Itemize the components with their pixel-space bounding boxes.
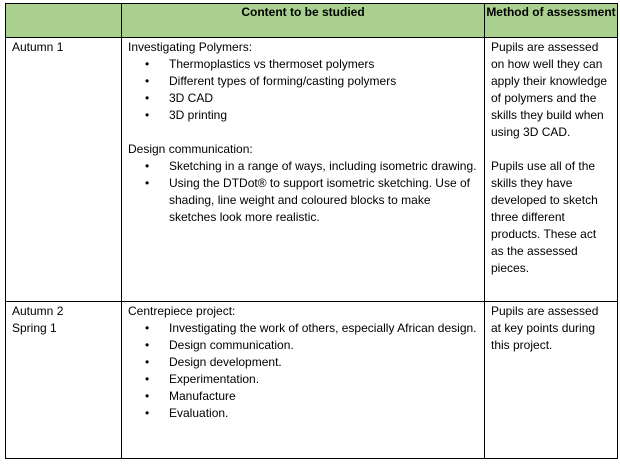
topic-list [128,320,478,422]
term-label: Autumn 1 [12,40,64,54]
term-cell [6,302,122,459]
list-item: • Design communication. [169,337,478,354]
list-item: • Investigating the work of others, especially African design. [169,320,478,337]
assessment-text: Pupils use all of the skills they have developed to sketch three different products. These act as the assessed pieces. [491,159,598,275]
table-row [6,38,618,302]
content-cell [122,302,485,459]
curriculum-table [5,3,618,459]
list-item: • Manufacture [169,388,478,405]
list-item: • Thermoplastics vs thermoset polymers [169,56,478,73]
list-item: • Sketching in a range of ways, including isometric drawing. [169,158,478,175]
list-item: • 3D CAD [169,90,478,107]
list-item: • Using the DTDot® to support isometric sketching. Use of shading, line weight and coloured blocks to make sketches look more realistic. [169,175,478,226]
term-cell [6,38,122,302]
list-item: • Experimentation. [169,371,478,388]
header-content: Content to be studied [122,4,485,38]
table-row [6,302,618,459]
list-item: • Design development. [169,354,478,371]
assessment-text: Pupils are assessed at key points during this project. [491,304,599,352]
content-cell [122,38,485,302]
header-row [6,4,618,38]
assessment-text: Pupils are assessed on how well they can apply their knowledge of polymers and the skills they build when using 3D CAD. [491,40,608,139]
topic-list [128,56,478,124]
section-title: Centrepiece project: [128,304,236,318]
assessment-cell [485,38,618,302]
header-assessment: Method of assessment [485,4,618,38]
list-item: • Evaluation. [169,405,478,422]
list-item: • 3D printing [169,107,478,124]
term-label: Autumn 2 Spring 1 [12,304,64,335]
header-term [6,4,122,38]
topic-list [128,158,478,226]
list-item: • Different types of forming/casting polymers [169,73,478,90]
section-title: Investigating Polymers: [128,40,253,54]
section-title: Design communication: [128,142,253,156]
assessment-cell [485,302,618,459]
